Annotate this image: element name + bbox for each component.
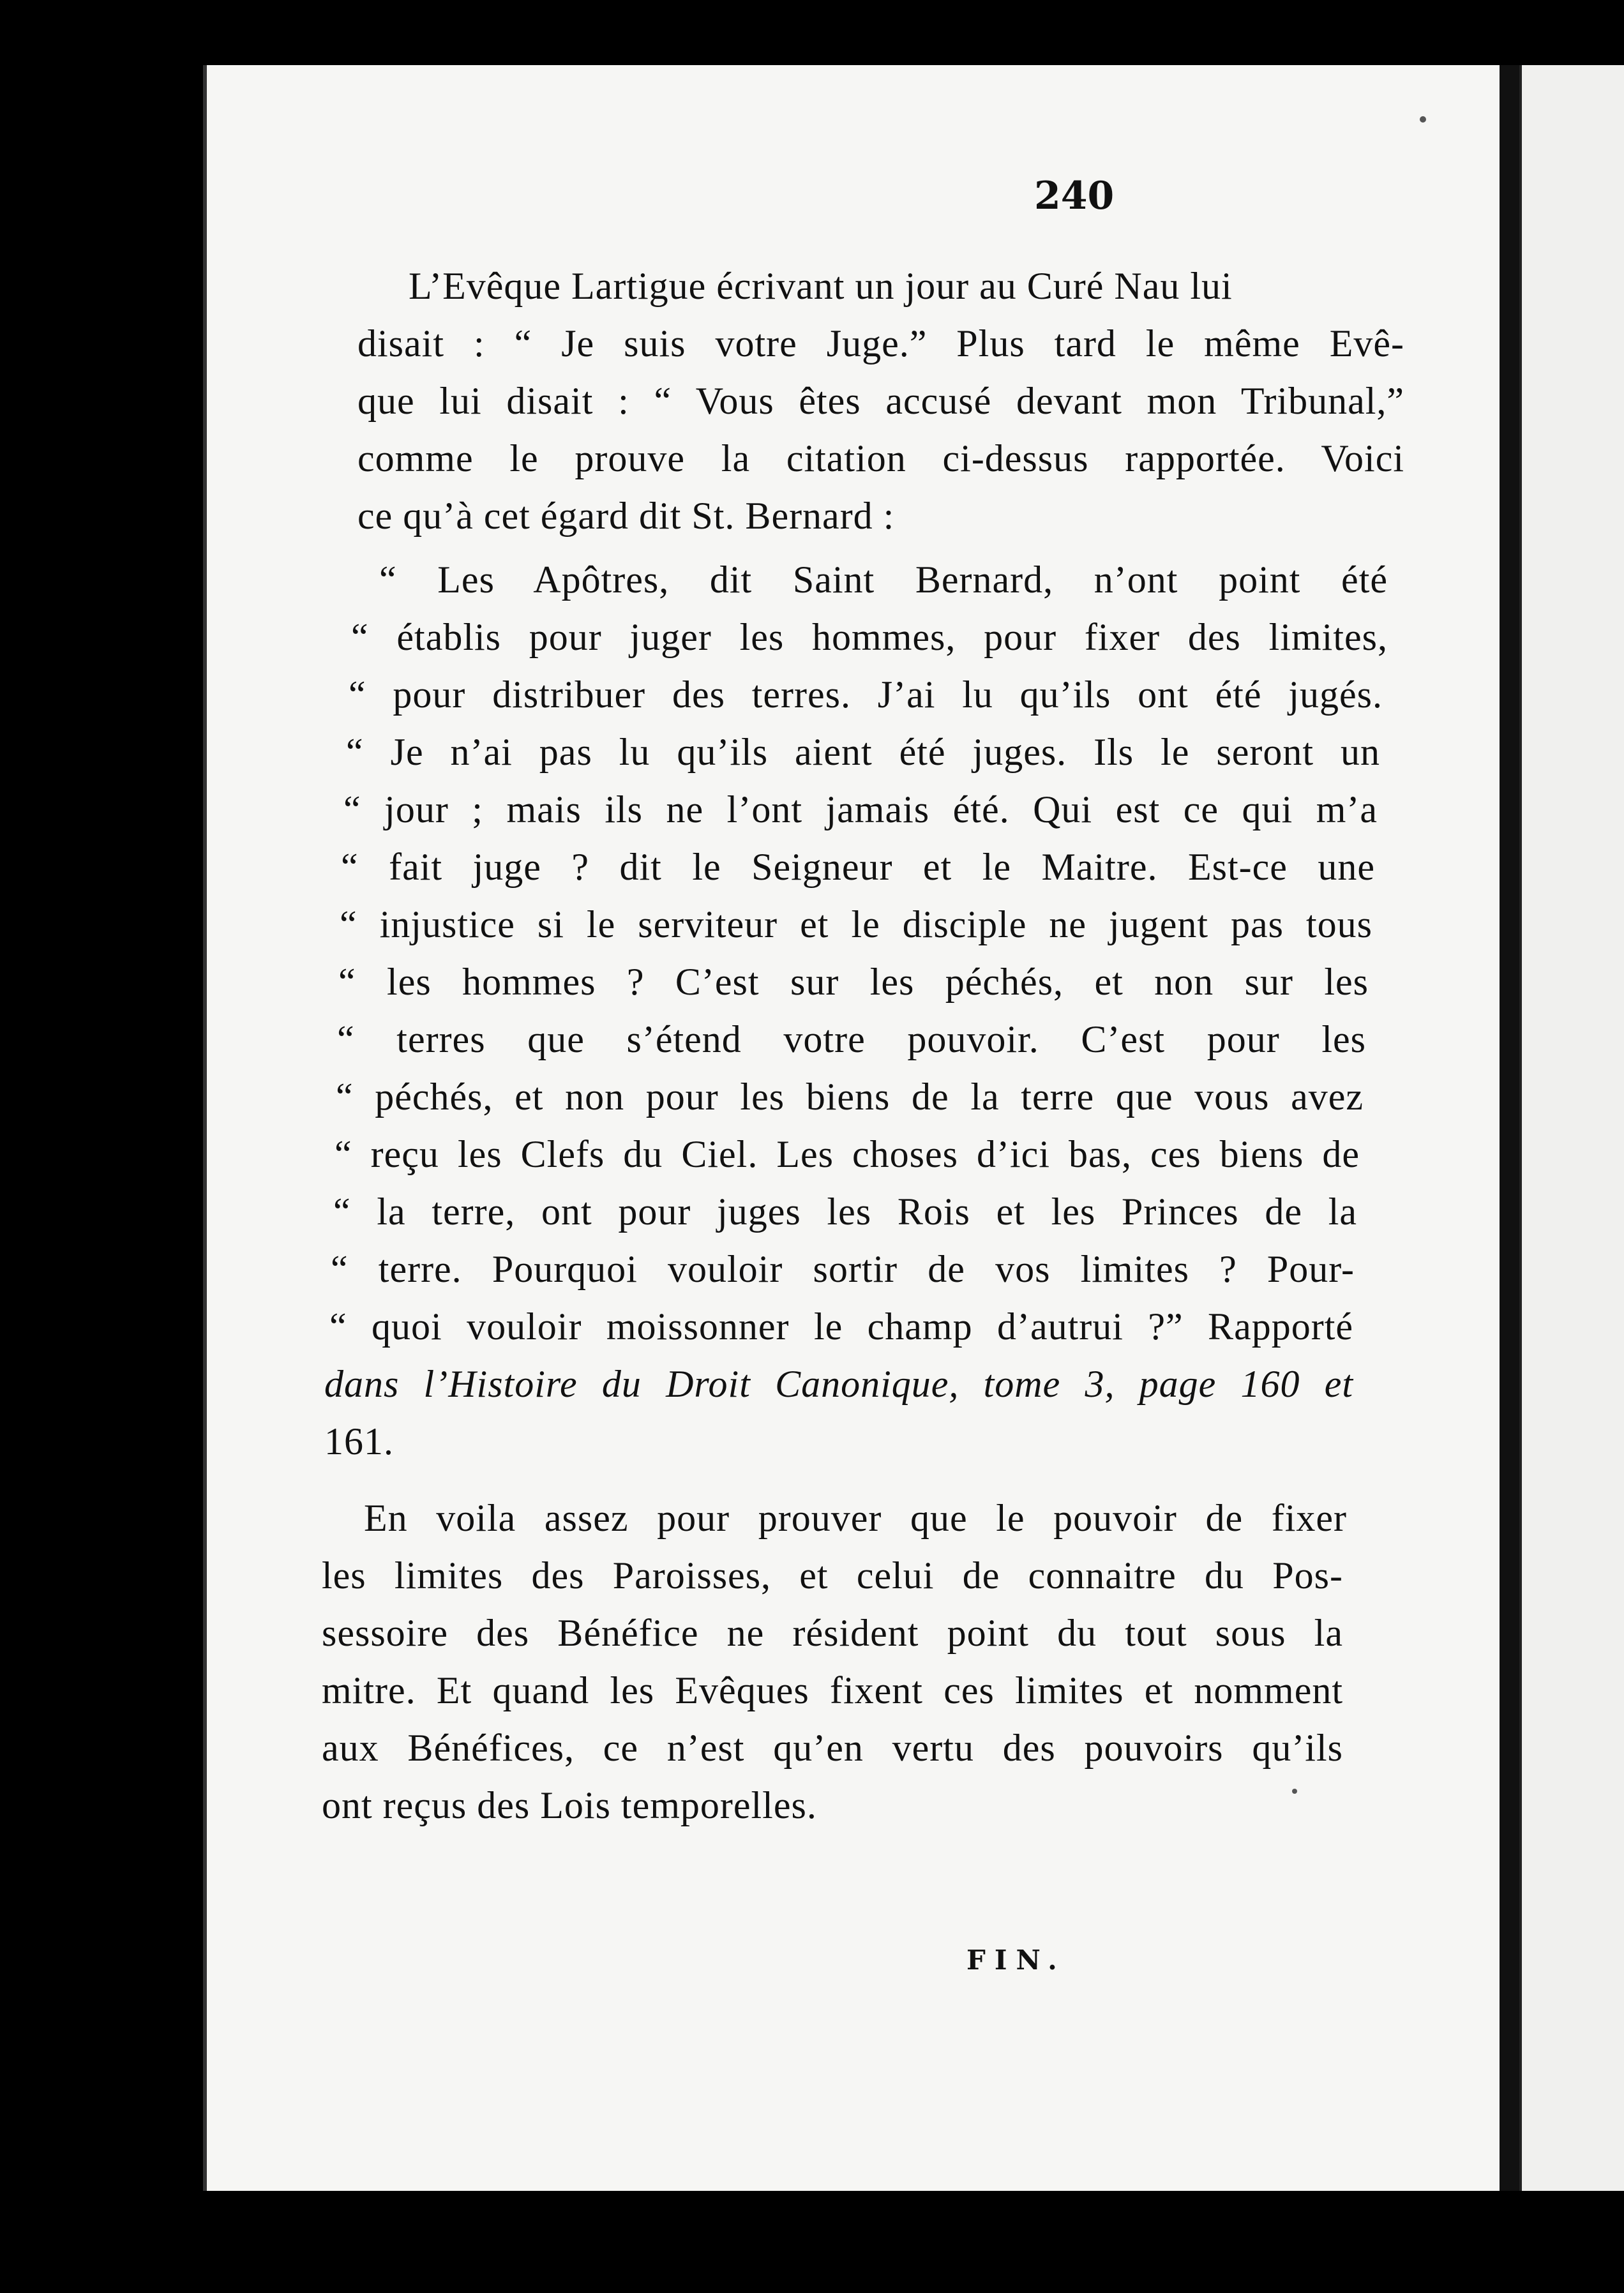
text-line: dans l’Histoire du Droit Canonique, tome 3, page 160 et: [324, 1363, 1353, 1405]
text-line: 161.: [324, 1420, 394, 1462]
text-line: “ les hommes ? C’est sur les péchés, et non sur les: [338, 961, 1369, 1003]
text-line: ce qu’à cet égard dit St. Bernard :: [357, 495, 895, 537]
text-line: “ injustice si le serviteur et le disciple ne jugent pas tous: [340, 903, 1372, 945]
text-line: “ fait juge ? dit le Seigneur et le Maitre. Est-ce une: [341, 846, 1375, 888]
text-line: “ terre. Pourquoi vouloir sortir de vos limites ? Pour-: [331, 1248, 1355, 1290]
text-line: “ la terre, ont pour juges les Rois et les Princes de la: [333, 1191, 1357, 1233]
text-line: “ terres que s’étend votre pouvoir. C’est pour les: [337, 1018, 1366, 1060]
text-line: disait : “ Je suis votre Juge.” Plus tard le même Evê-: [357, 322, 1404, 365]
text-line: L’Evêque Lartigue écrivant un jour au Curé Nau lui: [409, 265, 1233, 307]
end-mark: FIN.: [966, 1944, 1066, 1976]
text-line: “ jour ; mais ils ne l’ont jamais été. Qui est ce qui m’a: [343, 788, 1378, 831]
scan-speck: [1420, 116, 1426, 123]
text-line: “ Je n’ai pas lu qu’ils aient été juges. Ils le seront un: [346, 731, 1380, 773]
text-line: En voila assez pour prouver que le pouvoir de fixer: [364, 1497, 1347, 1539]
text-line: “ quoi vouloir moissonner le champ d’autrui ?” Rapporté: [329, 1305, 1353, 1348]
text-line: que lui disait : “ Vous êtes accusé devant mon Tribunal,”: [357, 380, 1404, 422]
text-line: “ pour distribuer des terres. J’ai lu qu’ils ont été jugés.: [349, 673, 1383, 716]
facing-page-edge: [1519, 65, 1624, 2191]
text-line: “ Les Apôtres, dit Saint Bernard, n’ont point été: [379, 559, 1388, 601]
text-line: comme le prouve la citation ci-dessus rapportée. Voici: [357, 437, 1404, 479]
text-line: sessoire des Bénéfice ne résident point du tout sous la: [322, 1612, 1343, 1654]
book-page: [203, 65, 1500, 2191]
text-line: les limites des Paroisses, et celui de connaitre du Pos-: [322, 1554, 1343, 1597]
text-line: “ péchés, et non pour les biens de la terre que vous avez: [336, 1076, 1364, 1118]
page-number: 240: [1034, 174, 1115, 218]
text-line: “ reçu les Clefs du Ciel. Les choses d’ici bas, ces biens de: [335, 1133, 1360, 1175]
text-line: mitre. Et quand les Evêques fixent ces limites et nomment: [322, 1669, 1343, 1711]
text-line: aux Bénéfices, ce n’est qu’en vertu des pouvoirs qu’ils: [322, 1727, 1343, 1769]
scan-speck: [1292, 1789, 1297, 1794]
text-line: ont reçus des Lois temporelles.: [322, 1784, 817, 1826]
text-line: “ établis pour juger les hommes, pour fixer des limites,: [351, 616, 1388, 658]
